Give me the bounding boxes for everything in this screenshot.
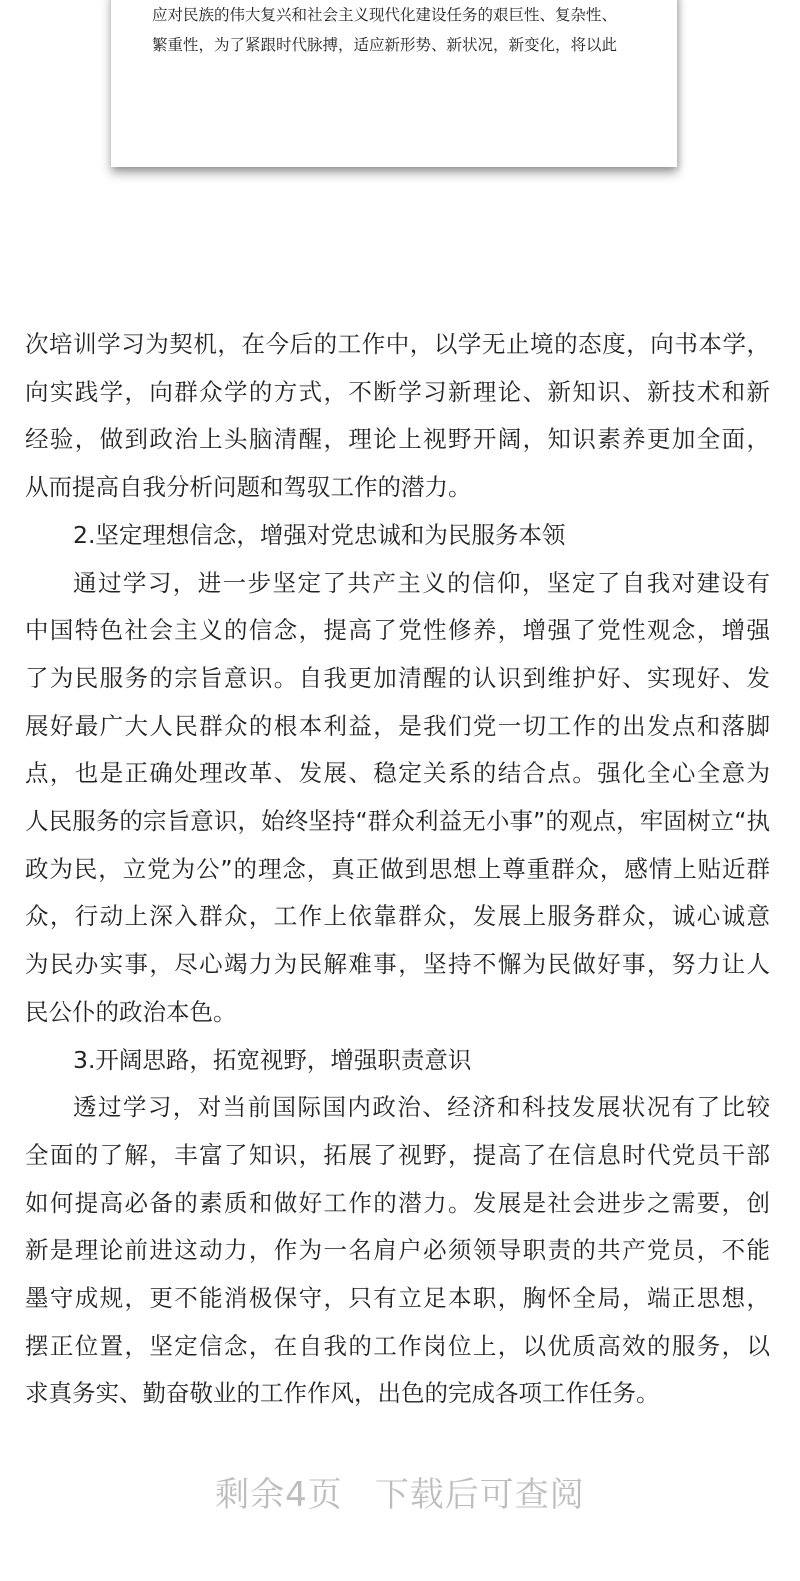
text-line: 求真务实、勤奋敬业的工作作风，出色的完成各项工作任务。 (25, 1379, 660, 1408)
section-heading (25, 512, 770, 560)
text-line: 经验，做到政治上头脑清醒，理论上视野开阔，知识素养更加全面， (25, 425, 770, 454)
text-line: 中国特色社会主义的信念，提高了党性修养，增强了党性观念，增强 (25, 616, 770, 645)
text-line: 3.开阔思路，拓宽视野，增强职责意识 (73, 1045, 472, 1074)
text-line: 全面的了解，丰富了知识，拓展了视野，提高了在信息时代党员干部 (25, 1140, 770, 1169)
document-body (25, 321, 770, 1418)
text-line: 通过学习，进一步坚定了共产主义的信仰，坚定了自我对建设有 (73, 568, 770, 597)
text-line: 新是理论前进这动力，作为一名肩户必须领导职责的共产党员，不能 (25, 1236, 770, 1265)
text-line: 向实践学，向群众学的方式，不断学习新理论、新知识、新技术和新 (25, 377, 770, 406)
section-heading (25, 1037, 770, 1085)
paragraph (25, 1084, 770, 1418)
text-line: 从而提高自我分析问题和驾驭工作的潜力。 (25, 473, 472, 502)
text-line: 民公仆的政治本色。 (25, 997, 237, 1026)
document-preview-card (111, 0, 677, 167)
text-line: 众，行动上深入群众，工作上依靠群众，发展上服务群众，诚心诚意 (25, 902, 770, 931)
text-line: 次培训学习为契机，在今后的工作中，以学无止境的态度，向书本学， (25, 330, 770, 358)
preview-line: 应对民族的伟大复兴和社会主义现代化建设任务的艰巨性、复杂性、 (152, 6, 618, 24)
text-line: 了为民服务的宗旨意识。自我更加清醒的认识到维护好、实现好、发 (25, 663, 770, 692)
download-hint-label: 下载后可查阅 (374, 1475, 585, 1515)
text-line: 摆正位置，坚定信念，在自我的工作岗位上，以优质高效的服务，以 (25, 1331, 770, 1360)
text-line: 展好最广大人民群众的根本利益，是我们党一切工作的出发点和落脚 (25, 711, 770, 740)
text-line: 透过学习，对当前国际国内政治、经济和科技发展状况有了比较 (73, 1093, 770, 1122)
text-line: 政为民，立党为公”的理念，真正做到思想上尊重群众，感情上贴近群 (25, 854, 770, 883)
preview-line: 繁重性，为了紧跟时代脉搏，适应新形势、新状况，新变化，将以此 (152, 36, 618, 54)
text-line: 人民服务的宗旨意识，始终坚持“群众利益无小事”的观点，牢固树立“执 (25, 807, 770, 836)
paragraph (25, 321, 770, 512)
text-line: 2.坚定理想信念，增强对党忠诚和为民服务本领 (73, 520, 566, 549)
preview-text (152, 0, 617, 60)
paragraph (25, 560, 770, 1037)
download-prompt[interactable] (0, 1467, 800, 1516)
remaining-pages-label: 剩余4页 (215, 1475, 343, 1515)
text-line: 墨守成规，更不能消极保守，只有立足本职，胸怀全局，端正思想， (25, 1284, 770, 1313)
text-line: 点，也是正确处理改革、发展、稳定关系的结合点。强化全心全意为 (25, 759, 770, 788)
text-line: 为民办实事，尽心竭力为民解难事，坚持不懈为民做好事，努力让人 (25, 950, 770, 979)
text-line: 如何提高必备的素质和做好工作的潜力。发展是社会进步之需要，创 (25, 1188, 770, 1217)
